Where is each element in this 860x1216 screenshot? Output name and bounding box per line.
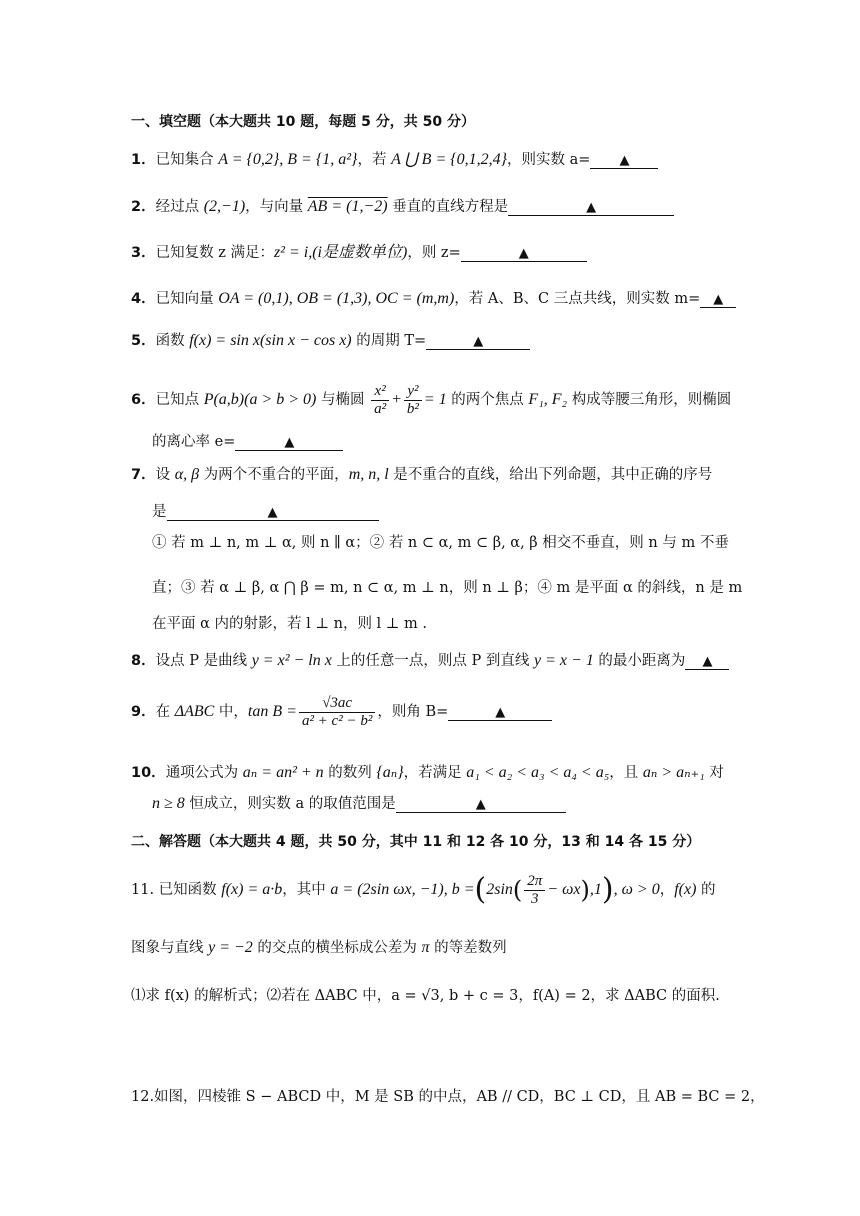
q10-text-b: 的数列 [323,765,377,781]
q6-answer-blank[interactable] [235,434,343,451]
question-10 [131,763,724,783]
q11-math-omega-x: − ωx [547,881,581,898]
q7-text-b: 为两个不重合的平面， [199,467,349,483]
q11-right-paren: ) [601,872,614,907]
q6-equals: = 1 [423,391,447,408]
answer-triangle-icon: ▲ [495,705,506,720]
q10-text-c: ，若满足 [403,765,467,781]
q10-math-formula: aₙ = an² + n [242,764,324,781]
q10-math-chain: a₁ < a₂ < a₃ < a₄ < a₅ [466,764,610,781]
q9-frac-num: √3ac [299,695,375,713]
answer-triangle-icon: ▲ [473,334,484,349]
q2-text-b: ，与向量 [245,199,308,215]
q8-text-c: 的最小距离为 [593,653,686,669]
q5-math-function: f(x) = sin x(sin x − cos x) [189,332,352,349]
q2-number: 2． [131,199,156,215]
q1-text-a: 已知集合 [155,152,219,168]
q3-text-a: 已知复数 z 满足： [155,245,274,261]
q7-line2-text: 是 [152,504,167,520]
question-7-line-2 [152,502,379,522]
question-12: 12.如图，四棱锥 S − ABCD 中，M 是 SB 的中点，AB // CD，BC ⊥ CD，且 AB = BC = 2， [131,1089,765,1105]
q4-math-vectors: OA = (0,1), OB = (1,3), OC = (m,m) [218,290,455,307]
question-11-line-3: ⑴求 f(x) 的解析式；⑵若在 ΔABC 中，a = √3, b + c = 3，f(A) = 2，求 ΔABC 的面积. [131,988,720,1004]
q10-math-n: n ≥ 8 [152,795,185,812]
q4-number: 4． [131,291,156,307]
answer-triangle-icon: ▲ [702,654,713,669]
q1-math-sets: A = {0,2}, B = {1, a²} [218,151,358,168]
question-7-line-3: ① 若 m ⊥ n, m ⊥ α, 则 n ∥ α；② 若 n ⊂ α, m ⊂ β, α, β 相交不垂直，则 n 与 m 不垂 [152,535,729,551]
q11-math-function: f(x) = a·b [221,881,283,898]
q6-text-a: 已知点 [155,392,204,408]
question-6-line-2 [152,432,343,452]
question-11 [131,868,716,912]
question-2 [131,197,674,217]
q11-left-paren: ( [474,872,487,907]
q11-text-c: ， [659,882,675,898]
q10-answer-blank[interactable] [396,796,566,813]
q11-frac-den: 3 [531,890,539,907]
q6-number: 6． [131,392,156,408]
q9-frac-den: a² + c² − b² [301,712,373,729]
question-4 [131,289,736,309]
q9-math-triangle: ΔABC [174,703,215,720]
q5-text-c: 的周期 T= [351,333,427,349]
question-7 [131,465,712,485]
q3-number: 3． [131,245,156,261]
q8-text-b: 上的任意一点，则点 P 到直线 [331,653,535,669]
q9-math-tan: tan B = [247,703,297,720]
q6-frac-y-num: y² [404,383,422,401]
question-6 [131,378,731,422]
question-1 [131,150,658,170]
q11-line2-text-a: 图象与直线 [131,940,209,956]
q10-math-sequence: {aₙ} [376,764,404,781]
q9-number: 9． [131,704,156,720]
question-9 [131,690,552,734]
q7-math-lines: m, n, l [348,466,389,483]
q6-frac-x-num: x² [371,383,389,401]
q2-math-vector: AB = (1,−2) [307,198,388,215]
q1-math-union: A ⋃ B = {0,1,2,4} [391,151,508,168]
q1-text-c: ，则实数 a= [507,152,591,168]
question-7-line-5: 在平面 α 内的射影，若 l ⊥ n，则 l ⊥ m . [152,616,428,632]
answer-triangle-icon: ▲ [586,200,597,215]
q7-text-a: 设 [155,467,175,483]
q6-text-c: 的两个焦点 [446,392,529,408]
q10-text-a: 通项公式为 [165,765,243,781]
q11-math-fx: f(x) [674,881,697,898]
q4-text-a: 已知向量 [155,291,219,307]
q3-math: z² = i,(i是虚数单位) [273,244,408,261]
q4-text-c: ，若 A、B、C 三点共线，则实数 m= [454,291,701,307]
q11-text-a: 11. 已知函数 [131,882,222,898]
q11-inner-left-paren: ( [512,876,523,904]
q11-line2-text-c: 的等差数列 [429,940,507,956]
q5-answer-blank[interactable] [426,333,530,350]
q5-number: 5． [131,333,156,349]
q6-frac-y-den: b² [406,400,419,417]
question-8 [131,651,729,671]
q7-number: 7． [131,467,156,483]
q8-answer-blank[interactable] [685,653,729,670]
q3-answer-blank[interactable] [461,245,587,262]
q1-answer-blank[interactable] [590,152,658,169]
q11-text-b: ，其中 [282,882,331,898]
q9-text-c: ，则角 B= [377,704,449,720]
q6-text-d: 构成等腰三角形，则椭圆 [567,392,732,408]
q1-number: 1． [131,152,156,168]
q6-plus: + [391,391,402,408]
q2-text-c: 垂直的直线方程是 [387,199,509,215]
q9-fraction [299,695,375,730]
q6-frac-x-den: a² [374,400,387,417]
q9-text-b: 中， [214,704,248,720]
q9-answer-blank[interactable] [448,704,552,721]
q10-number: 10． [131,765,166,781]
q11-line2-math-line: y = −2 [208,939,253,956]
q3-text-c: ，则 z= [407,245,461,261]
q11-math-vectors: a = (2sin ωx, −1), b = [330,881,475,898]
q10-text-d: ，且 [609,765,643,781]
q6-fraction-x [371,383,389,418]
q11-math-omega: , ω > 0 [613,881,660,898]
q10-line2-text: 恒成立，则实数 a 的取值范围是 [184,796,396,812]
question-5 [131,331,530,351]
q11-math-one: ,1 [589,881,602,898]
q11-fraction [524,873,545,908]
q2-text-a: 经过点 [155,199,204,215]
q1-text-b: ，若 [357,152,392,168]
q11-line2-math-pi: π [421,939,430,956]
q8-math-curve: y = x² − ln x [251,652,332,669]
section-1-title: 一、填空题（本大题共 10 题，每题 5 分，共 50 分） [131,114,475,130]
question-3 [131,243,587,263]
q8-math-line: y = x − 1 [534,652,594,669]
q6-fraction-y [404,383,422,418]
question-11-line-2 [131,938,507,958]
q5-text-a: 函数 [155,333,190,349]
q6-line2-text: 的离心率 e= [152,434,236,450]
answer-triangle-icon: ▲ [284,435,295,450]
q6-math-point: P(a,b)(a > b > 0) [203,391,317,408]
q10-math-decrease: aₙ > aₙ₊₁ [642,764,705,781]
answer-triangle-icon: ▲ [267,505,278,520]
q6-text-b: 与椭圆 [316,392,370,408]
q7-answer-blank[interactable] [167,504,379,521]
answer-triangle-icon: ▲ [713,292,724,307]
question-7-line-4: 直；③ 若 α ⊥ β, α ⋂ β = m, n ⊂ α, m ⊥ n，则 n ⊥ β；④ m 是平面 α 的斜线，n 是 m [152,580,743,596]
q11-line2-text-b: 的交点的横坐标成公差为 [252,940,422,956]
q2-math-point: (2,−1) [203,198,246,215]
q9-text-a: 在 [155,704,175,720]
q10-text-e: 对 [704,765,724,781]
q6-math-foci: F₁, F₂ [528,391,568,408]
q8-number: 8． [131,653,156,669]
answer-triangle-icon: ▲ [518,246,529,261]
q7-text-c: 是不重合的直线，给出下列命题，其中正确的序号 [388,467,713,483]
answer-triangle-icon: ▲ [619,153,630,168]
q4-answer-blank[interactable] [700,291,736,308]
q11-math-sin: 2sin [486,881,513,898]
answer-triangle-icon: ▲ [475,797,486,812]
q7-math-planes: α, β [174,466,200,483]
q2-answer-blank[interactable] [508,199,674,216]
q8-text-a: 设点 P 是曲线 [155,653,252,669]
section-2-title: 二、解答题（本大题共 4 题，共 50 分，其中 11 和 12 各 10 分，13 和 14 各 15 分） [131,834,701,850]
q11-text-d: 的 [696,882,716,898]
question-10-line-2 [152,794,566,814]
q11-frac-num: 2π [524,873,545,891]
q11-inner-right-paren: ) [580,876,590,904]
